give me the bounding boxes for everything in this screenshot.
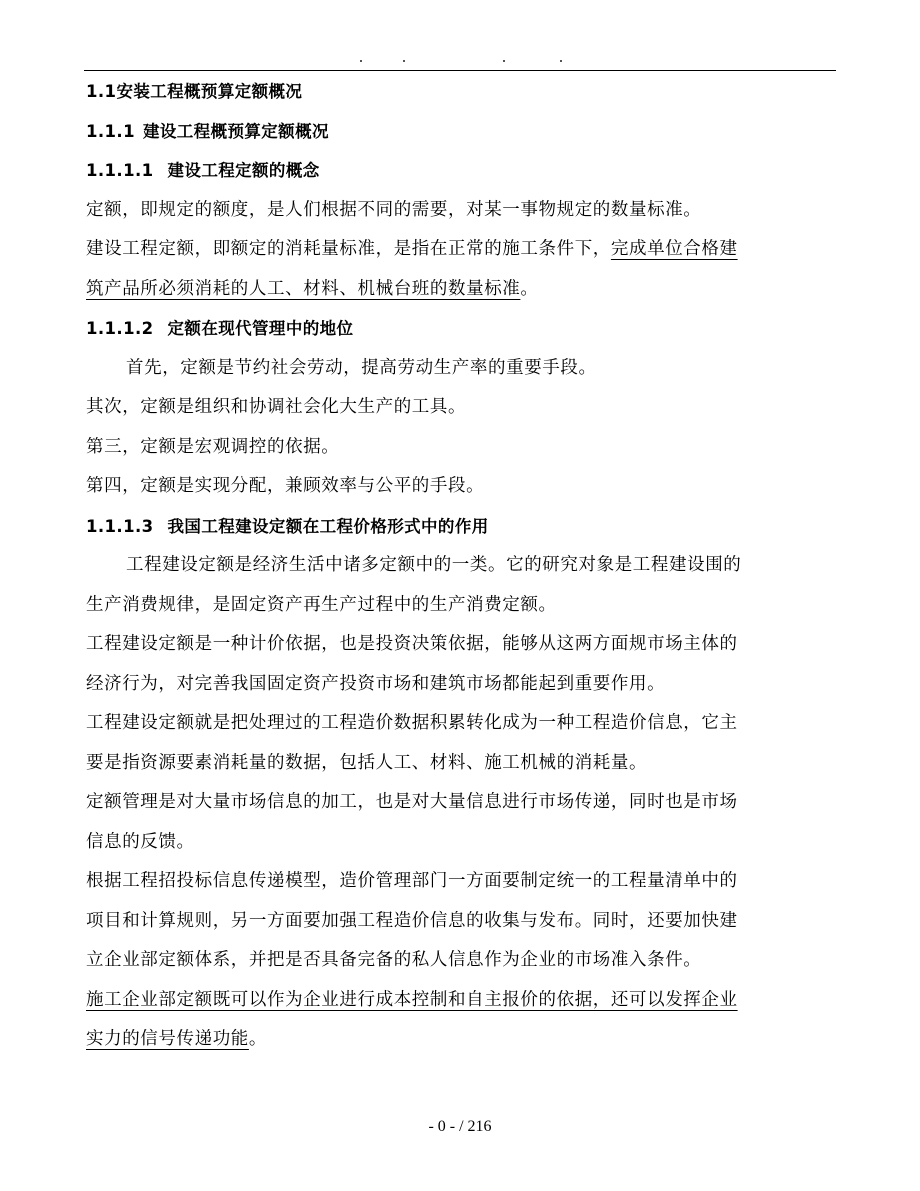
header-dots <box>0 60 920 66</box>
heading-title: 建设工程定额的概念 <box>167 161 320 180</box>
paragraph-line: 工程建设定额就是把处理过的工程造价数据积累转化成为一种工程造价信息，它主 <box>86 713 738 733</box>
paragraph: 第三，定额是宏观调控的依据。 <box>86 436 340 457</box>
paragraph-line <box>86 230 836 270</box>
paragraph: 第四，定额是实现分配，兼顾效率与公平的手段。 <box>86 476 485 496</box>
heading-2 <box>86 112 836 152</box>
header-dot <box>503 60 505 62</box>
heading-number: 1.1.1.1 <box>86 161 154 180</box>
heading-3-status <box>86 309 836 349</box>
paragraph-line: 工程建设定额是一种计价依据，也是投资决策依据，能够从这两方面规市场主体的 <box>86 634 738 654</box>
paragraph-line: 信息的反馈。 <box>86 831 195 852</box>
underlined-text: 施工企业部定额既可以作为企业进行成本控制和自主报价的依据，还可以发挥企业 <box>86 989 738 1010</box>
paragraph: 首先，定额是节约社会劳动，提高劳动生产率的重要手段。 <box>126 357 597 378</box>
header-dot <box>560 60 562 62</box>
heading-number: 1.1.1.2 <box>86 319 154 338</box>
paragraph-line: 项目和计算规则，另一方面要加强工程造价信息的收集与发布。同时，还要加快建 <box>86 910 738 931</box>
paragraph-line: 生产消费规律，是固定资产再生产过程中的生产消费定额。 <box>86 594 557 615</box>
paragraph-line: 经济行为，对完善我国固定资产投资市场和建筑市场都能起到重要作用。 <box>86 673 666 694</box>
paragraph-line: 要是指资源要素消耗量的数据，包括人工、材料、施工机械的消耗量。 <box>86 752 648 773</box>
heading-number: 1.1.1.3 <box>86 516 154 536</box>
text: 建设工程定额，即额定的消耗量标准，是指在正常的施工条件下， <box>86 239 611 259</box>
paragraph-line <box>86 981 836 1021</box>
heading-title: 我国工程建设定额在工程价格形式中的作用 <box>167 516 489 536</box>
heading-number: 1.1.1 <box>86 121 135 141</box>
underlined-text: 实力的信号传递功能 <box>86 1029 249 1049</box>
heading-number: 1.1 <box>86 82 117 101</box>
paragraph: 其次，定额是组织和协调社会化大生产的工具。 <box>86 397 467 417</box>
page-number: - 0 - / 216 <box>428 1118 492 1135</box>
text: 。 <box>520 278 539 299</box>
heading-3-concept <box>86 151 836 191</box>
header-dot <box>360 60 362 62</box>
paragraph-line: 工程建设定额是经济生活中诸多定额中的一类。它的研究对象是工程建设围的 <box>126 555 742 575</box>
paragraph: 定额，即规定的额度，是人们根据不同的需要，对某一事物规定的数量标准。 <box>86 199 702 220</box>
header-rule <box>84 70 836 71</box>
paragraph-line: 根据工程招投标信息传递模型，造价管理部门一方面要制定统一的工程量清单中的 <box>86 871 738 891</box>
underlined-text: 完成单位合格建 <box>610 239 738 259</box>
heading-title: 安装工程概预算定额概况 <box>116 82 303 101</box>
paragraph-line: 定额管理是对大量市场信息的加工，也是对大量信息进行市场传递，同时也是市场 <box>86 792 738 812</box>
header-dot <box>403 60 405 62</box>
underlined-text: 筑产品所必须消耗的人工、材料、机械台班的数量标准 <box>86 278 521 299</box>
document-body <box>86 72 836 1060</box>
heading-3-role <box>86 507 836 547</box>
paragraph-line: 立企业部定额体系，并把是否具备完备的私人信息作为企业的市场准入条件。 <box>86 950 702 970</box>
paragraph-line <box>86 270 836 310</box>
paragraph-line <box>86 1020 836 1060</box>
heading-1 <box>86 72 836 112</box>
text: 。 <box>248 1029 268 1049</box>
heading-title: 定额在现代管理中的地位 <box>167 319 354 338</box>
heading-title: 建设工程概预算定额概况 <box>142 121 329 141</box>
